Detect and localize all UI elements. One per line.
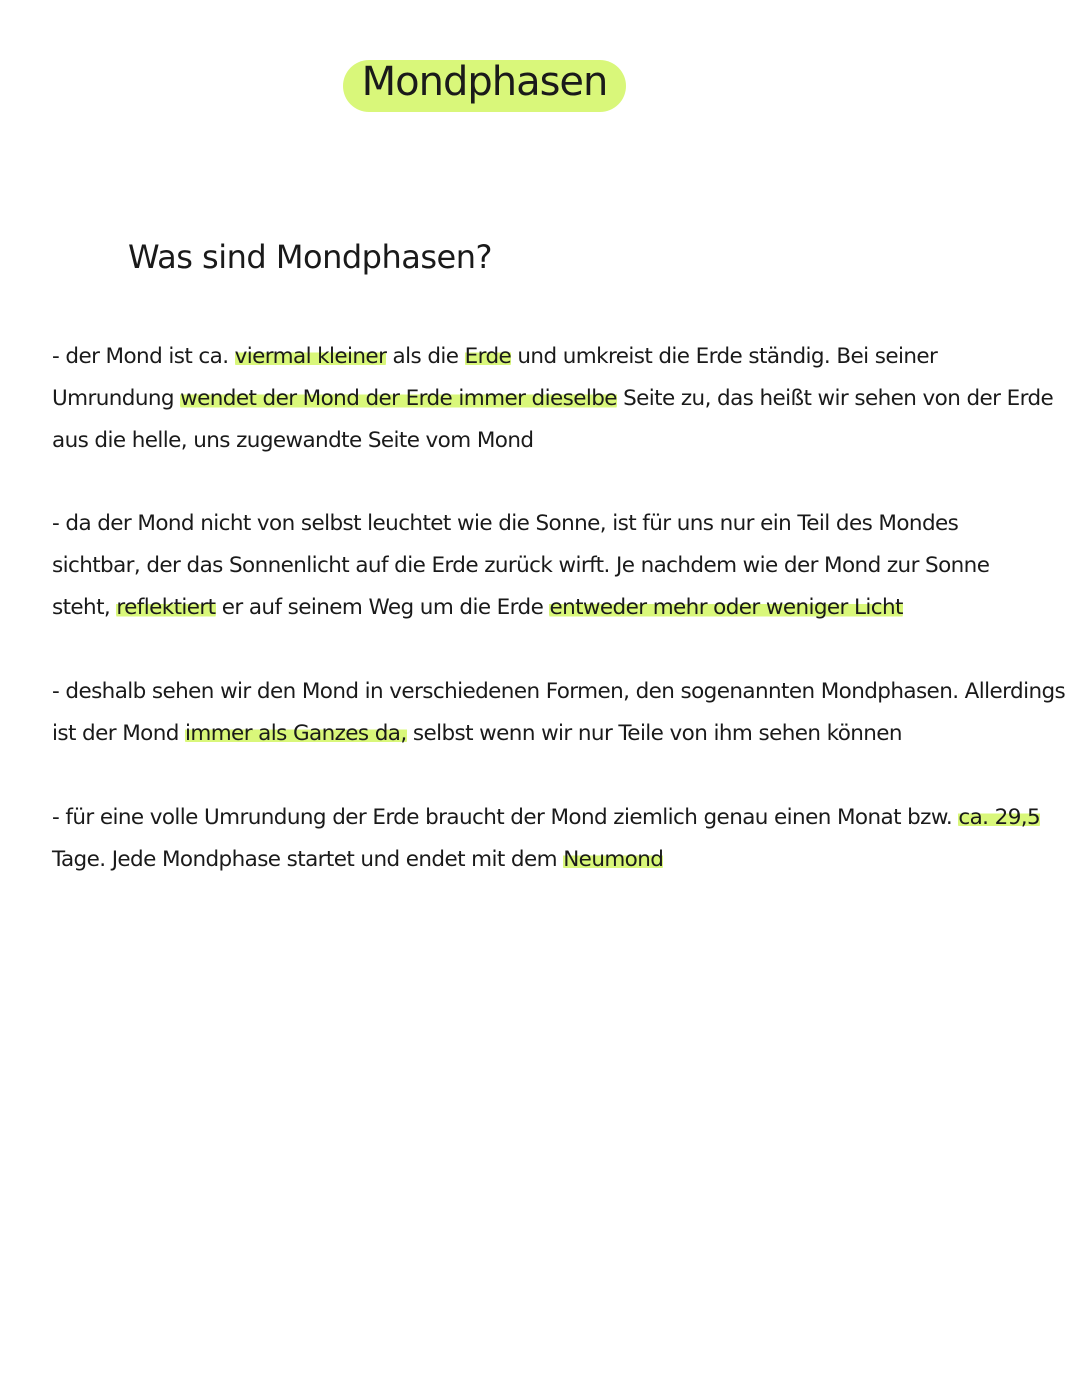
highlighted-text: Erde xyxy=(464,344,512,369)
text-segment: Umrundung xyxy=(52,386,181,411)
text-line xyxy=(52,336,1053,378)
paragraph xyxy=(52,671,1065,755)
highlighted-text: Neumond xyxy=(563,847,664,872)
text-segment: - deshalb sehen wir den Mond in verschiedenen Formen, den sogenannten Mondphasen. Allerdings xyxy=(52,679,1066,704)
text-line xyxy=(52,713,1065,755)
text-segment: - für eine volle Umrundung der Erde braucht der Mond ziemlich genau einen Monat bzw. xyxy=(52,805,959,830)
text-line xyxy=(52,839,1040,881)
text-line xyxy=(52,671,1065,713)
text-segment: selbst wenn wir nur Teile von ihm sehen können xyxy=(406,721,902,746)
text-segment: - der Mond ist ca. xyxy=(52,344,235,369)
text-segment: ist der Mond xyxy=(52,721,185,746)
paragraph xyxy=(52,797,1040,881)
highlighted-text: ca. 29,5 xyxy=(958,805,1041,830)
section-heading: Was sind Mondphasen? xyxy=(128,238,492,276)
text-line xyxy=(52,587,989,629)
text-segment: aus die helle, uns zugewandte Seite vom Mond xyxy=(52,428,534,453)
highlighted-text: reflektiert xyxy=(116,595,216,620)
text-segment: Tage. Jede Mondphase startet und endet mit dem xyxy=(52,847,564,872)
highlighted-text: entweder mehr oder weniger Licht xyxy=(549,595,903,620)
text-line xyxy=(52,545,989,587)
text-line xyxy=(52,503,989,545)
text-segment: steht, xyxy=(52,595,117,620)
text-segment: sichtbar, der das Sonnenlicht auf die Erde zurück wirft. Je nachdem wie der Mond zur Sonne xyxy=(52,553,990,578)
text-line xyxy=(52,797,1040,839)
text-segment: und umkreist die Erde ständig. Bei seiner xyxy=(511,344,938,369)
paragraph xyxy=(52,503,989,629)
text-segment: er auf seinem Weg um die Erde xyxy=(215,595,550,620)
highlighted-text: immer als Ganzes da, xyxy=(185,721,407,746)
paragraph xyxy=(52,336,1053,462)
text-line xyxy=(52,420,1053,462)
page-title: Mondphasen xyxy=(361,59,608,105)
highlighted-text: wendet der Mond der Erde immer dieselbe xyxy=(180,386,617,411)
highlighted-text: viermal kleiner xyxy=(234,344,387,369)
text-line xyxy=(52,378,1053,420)
text-segment: als die xyxy=(386,344,465,369)
text-segment: - da der Mond nicht von selbst leuchtet wie die Sonne, ist für uns nur ein Teil des Mondes xyxy=(52,511,959,536)
text-segment: Seite zu, das heißt wir sehen von der Erde xyxy=(616,386,1054,411)
